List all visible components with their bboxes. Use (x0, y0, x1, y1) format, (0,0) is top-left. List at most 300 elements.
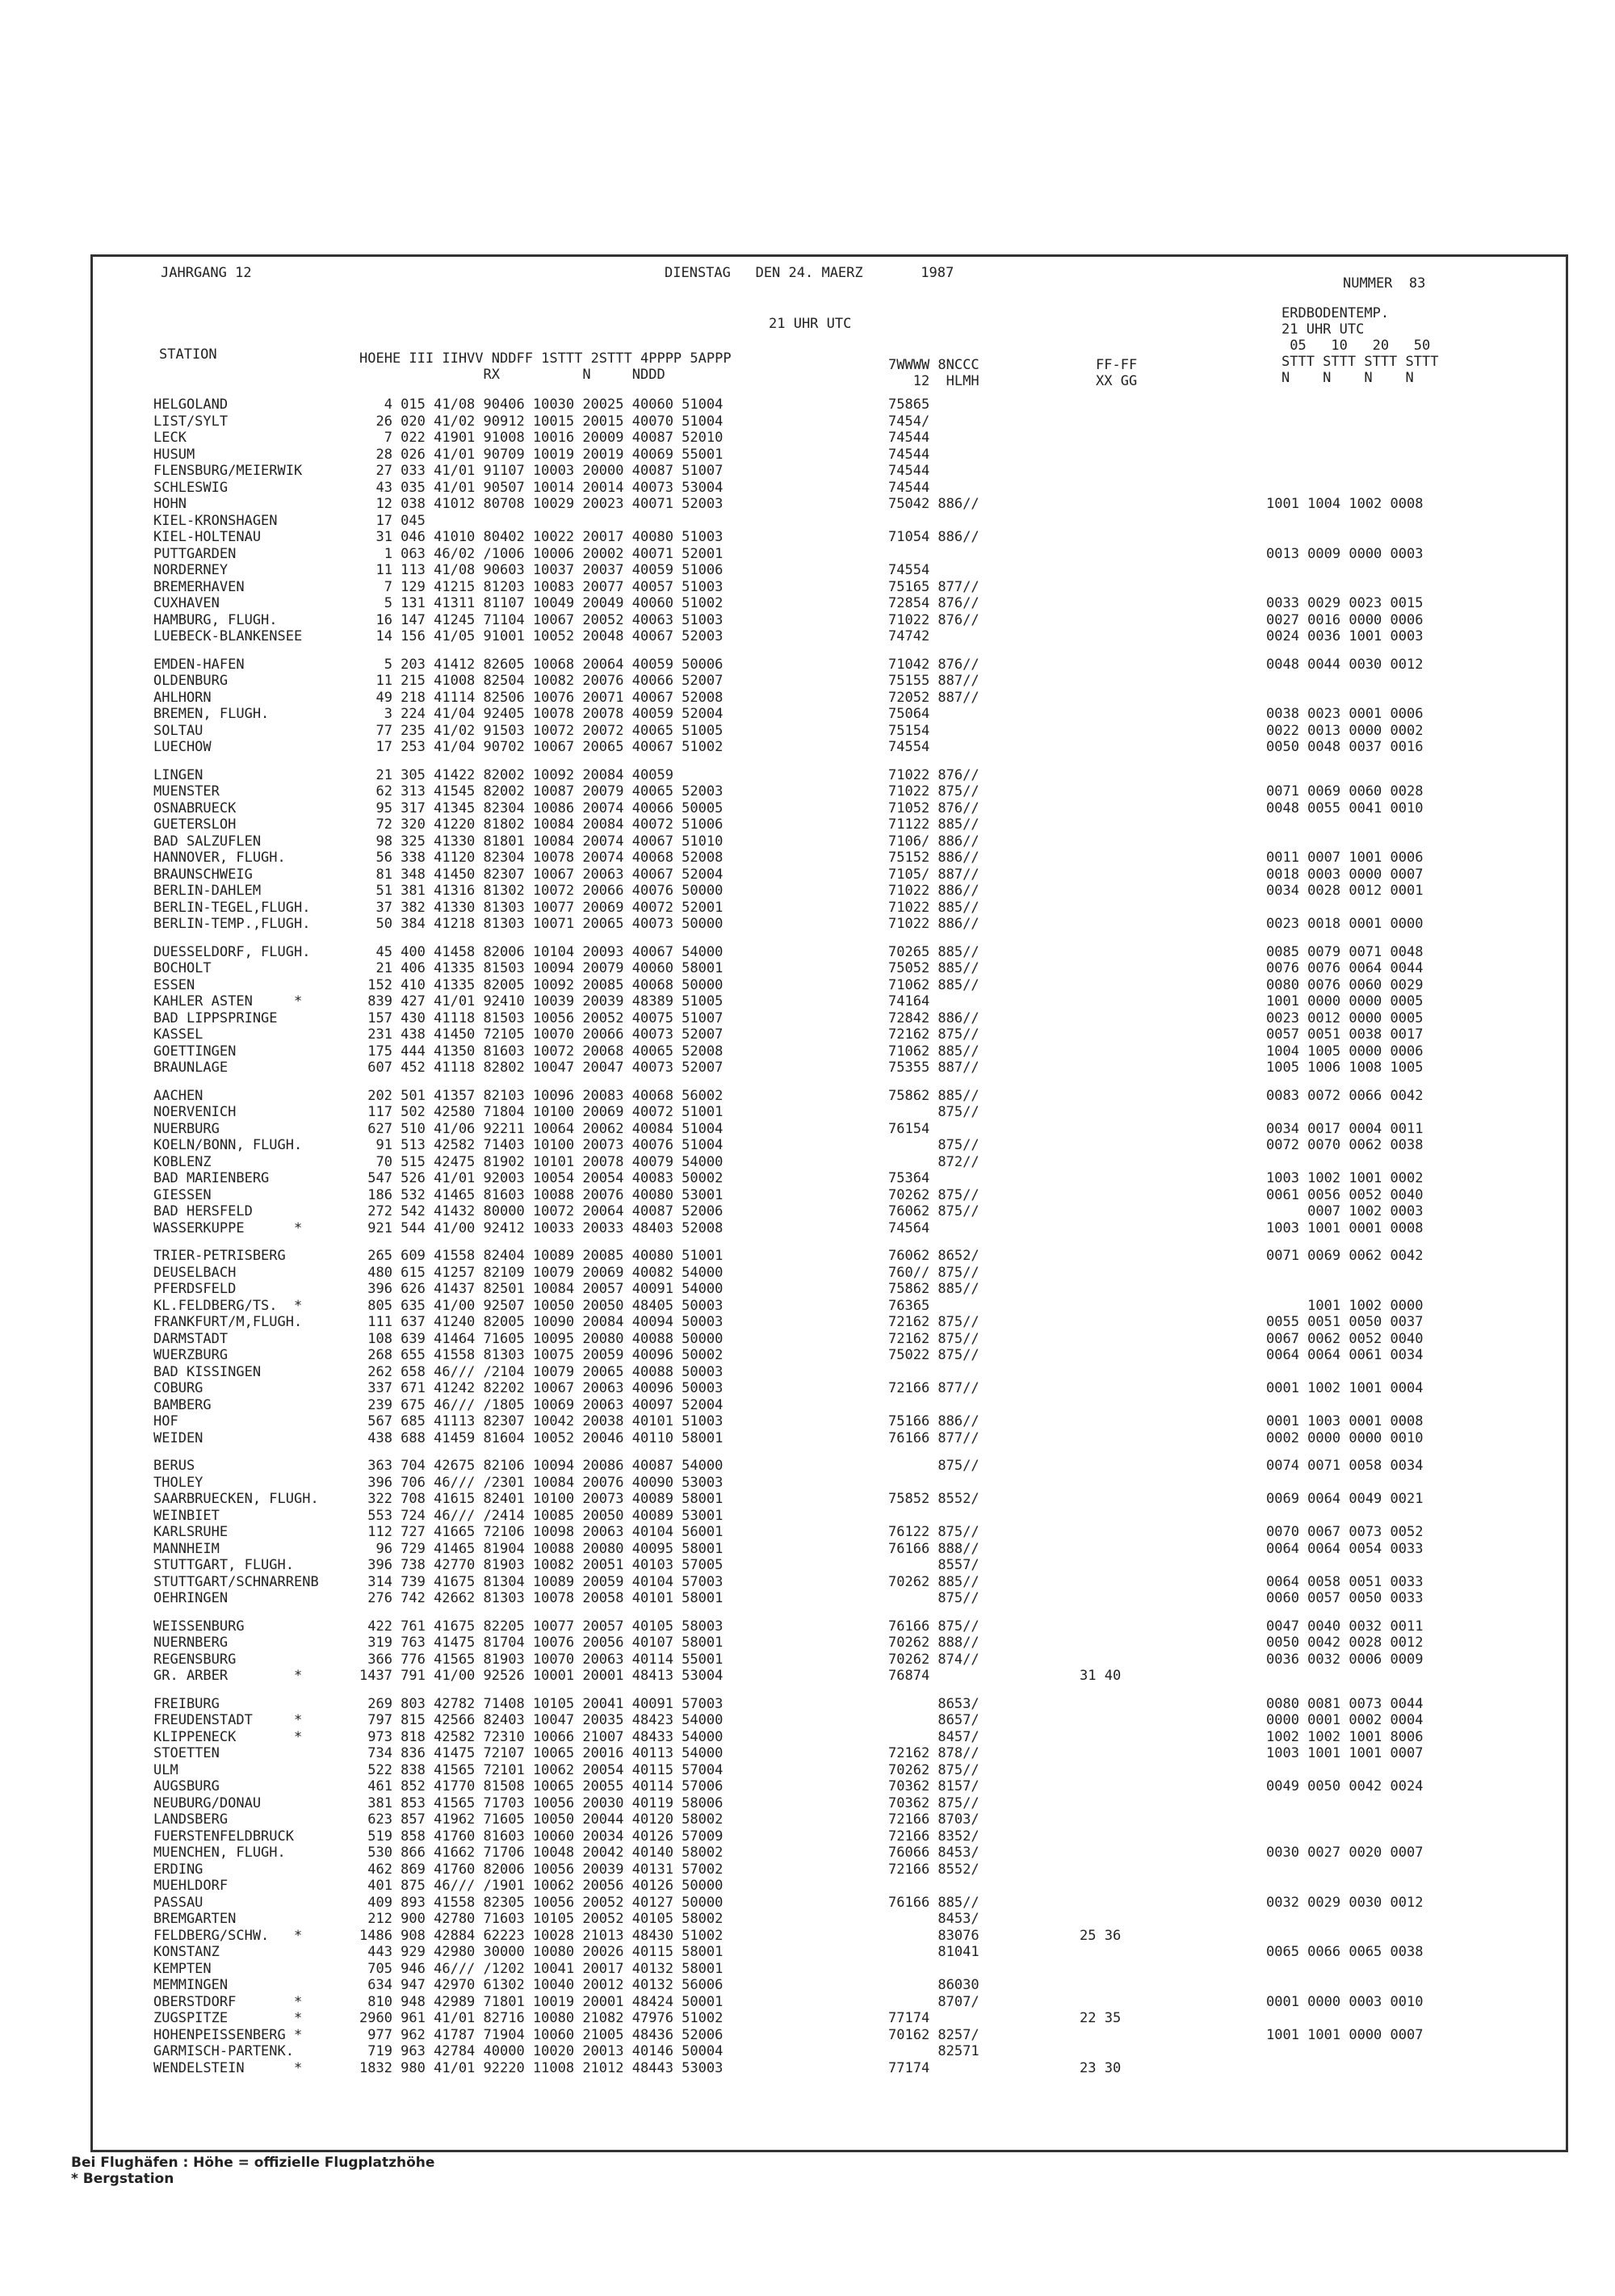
weather-group: 72162 878// (888, 1745, 979, 1761)
station-codes: 1437 791 41/00 92526 10001 20001 48413 53004 (359, 1668, 724, 1684)
station-name: STOETTEN (153, 1745, 220, 1761)
station-name: SCHLESWIG (153, 479, 229, 496)
station-codes: 95 317 41345 82304 10086 20074 40066 50005 (359, 800, 724, 816)
station-codes: 547 526 41/01 92003 10054 20054 40083 50002 (359, 1170, 724, 1186)
station-codes: 269 803 42782 71408 10105 20041 40091 57003 (359, 1695, 724, 1712)
station-name: GOETTINGEN (153, 1043, 237, 1060)
weather-group: 7106/ 886// (888, 833, 979, 850)
station-codes: 719 963 42784 40000 10020 20013 40146 50004 (359, 2043, 724, 2059)
weather-group: 875// (888, 1104, 979, 1120)
station-codes: 607 452 41118 82802 10047 20047 40073 52007 (359, 1060, 724, 1076)
station-name: HELGOLAND (153, 397, 229, 413)
weather-group: 71022 886// (888, 916, 979, 932)
soil-temps: 1003 1002 1001 0002 (1266, 1170, 1424, 1186)
station-codes: 70 515 42475 81902 10101 20078 40079 54000 (359, 1153, 724, 1170)
soil-temps: 0074 0071 0058 0034 (1266, 1458, 1424, 1474)
soil-temps: 0000 0001 0002 0004 (1266, 1712, 1424, 1728)
station-name: KONSTANZ (153, 1944, 220, 1960)
station-codes: 77 235 41/02 91503 10072 20072 40065 51005 (359, 722, 724, 739)
soil-temps: 0001 1003 0001 0008 (1266, 1413, 1424, 1429)
station-codes: 14 156 41/05 91001 10052 20048 40067 52003 (359, 628, 724, 644)
soil-temp-depths: 05 10 20 50 (1282, 338, 1431, 354)
soil-temps: 0065 0066 0065 0038 (1266, 1944, 1424, 1960)
weather-group: 75166 886// (888, 1413, 979, 1429)
station-codes: 72 320 41220 81802 10084 20084 40072 51006 (359, 816, 724, 833)
weather-group: 70262 875// (888, 1186, 979, 1203)
station-name: LANDSBERG (153, 1811, 229, 1828)
station-codes: 2960 961 41/01 82716 10080 21082 47976 51002 (359, 2010, 724, 2026)
weather-group: 70162 8257/ (888, 2026, 979, 2043)
weather-group: 76874 (888, 1668, 930, 1684)
col-weather-sub: 12 HLMH (888, 373, 979, 389)
soil-temps: 0023 0018 0001 0000 (1266, 916, 1424, 932)
station-name: OSNABRUECK (153, 800, 237, 816)
station-name: COBURG (153, 1380, 203, 1396)
weather-group: 70362 875// (888, 1794, 979, 1811)
weather-group: 75064 (888, 706, 930, 722)
station-codes: 112 727 41665 72106 10098 20063 40104 56001 (359, 1524, 724, 1540)
weather-group: 7105/ 887// (888, 866, 979, 883)
weather-group: 74544 (888, 430, 930, 446)
station-codes: 96 729 41465 81904 10088 20080 40095 58001 (359, 1540, 724, 1557)
soil-temps: 0033 0029 0023 0015 (1266, 595, 1424, 611)
station-name: BAD MARIENBERG (153, 1170, 270, 1186)
soil-temps: 0002 0000 0000 0010 (1266, 1429, 1424, 1446)
station-name: FREUDENSTADT * (153, 1712, 303, 1728)
wind-gust: 23 30 (1080, 2059, 1122, 2076)
station-codes: 396 626 41437 82501 10084 20057 40091 54000 (359, 1281, 724, 1297)
soil-temps: 0064 0064 0061 0034 (1266, 1347, 1424, 1363)
station-name: WASSERKUPPE * (153, 1219, 303, 1236)
weather-group: 72166 8703/ (888, 1811, 979, 1828)
station-codes: 268 655 41558 81303 10075 20059 40096 50002 (359, 1347, 724, 1363)
weather-group: 75152 886// (888, 850, 979, 866)
station-name: NUERBURG (153, 1120, 220, 1137)
station-codes: 797 815 42566 82403 10047 20035 48423 54000 (359, 1712, 724, 1728)
station-codes: 91 513 42582 71403 10100 20073 40076 51004 (359, 1137, 724, 1153)
station-codes: 401 875 46/// /1901 10062 20056 40126 50000 (359, 1878, 724, 1894)
soil-temps: 0049 0050 0042 0024 (1266, 1778, 1424, 1794)
station-name: HOF (153, 1413, 178, 1429)
station-name: MUENCHEN, FLUGH. (153, 1845, 286, 1861)
station-name: BERUS (153, 1458, 195, 1474)
weather-group: 760// 875// (888, 1264, 979, 1281)
soil-temps: 0070 0067 0073 0052 (1266, 1524, 1424, 1540)
weather-group: 872// (888, 1153, 979, 1170)
station-codes: 810 948 42989 71801 10019 20001 48424 50001 (359, 1993, 724, 2010)
soil-temps: 0071 0069 0062 0042 (1266, 1248, 1424, 1264)
station-name: HOHENPEISSENBERG * (153, 2026, 303, 2043)
weather-group: 74164 (888, 993, 930, 1009)
weather-group: 74564 (888, 1219, 930, 1236)
station-codes: 3 224 41/04 92405 10078 20078 40059 52004 (359, 706, 724, 722)
weather-group: 8707/ (888, 1993, 979, 2010)
soil-temps: 0024 0036 1001 0003 (1266, 628, 1424, 644)
station-codes: 381 853 41565 71703 10056 20030 40119 58006 (359, 1794, 724, 1811)
weather-group: 72162 875// (888, 1314, 979, 1330)
soil-temps: 0013 0009 0000 0003 (1266, 545, 1424, 562)
station-codes: 462 869 41760 82006 10056 20039 40131 57002 (359, 1861, 724, 1878)
station-codes: 45 400 41458 82006 10104 20093 40067 54000 (359, 943, 724, 960)
station-name: THOLEY (153, 1474, 203, 1491)
station-name: STUTTGART/SCHNARRENB (153, 1573, 319, 1590)
station-name: HOHN (153, 496, 187, 512)
station-name: WEINBIET (153, 1507, 220, 1524)
station-codes: 1832 980 41/01 92220 11008 21012 48443 53003 (359, 2059, 724, 2076)
station-name: KLIPPENECK * (153, 1728, 303, 1745)
station-codes: 175 444 41350 81603 10072 20068 40065 52008 (359, 1043, 724, 1060)
station-name: HAMBURG, FLUGH. (153, 611, 278, 628)
station-name: NEUBURG/DONAU (153, 1794, 262, 1811)
weather-group: 71062 885// (888, 1043, 979, 1060)
weather-group: 71022 875// (888, 783, 979, 800)
station-codes: 705 946 46/// /1202 10041 20017 40132 58001 (359, 1960, 724, 1977)
weather-group: 8557/ (888, 1557, 979, 1573)
soil-temps: 1004 1005 0000 0006 (1266, 1043, 1424, 1060)
weather-group: 75042 886// (888, 496, 979, 512)
weather-group: 71022 886// (888, 883, 979, 899)
soil-temps: 1001 1002 0000 (1266, 1297, 1424, 1314)
weather-group: 75865 (888, 397, 930, 413)
station-name: AHLHORN (153, 689, 212, 706)
station-codes: 734 836 41475 72107 10065 20016 40113 54000 (359, 1745, 724, 1761)
weather-group: 76166 875// (888, 1618, 979, 1635)
weather-group: 7454/ (888, 413, 930, 430)
station-name: AUGSBURG (153, 1778, 220, 1794)
weather-group: 70262 888// (888, 1635, 979, 1651)
soil-temp-time: 21 UHR UTC (1282, 321, 1365, 338)
soil-temps: 0050 0042 0028 0012 (1266, 1635, 1424, 1651)
station-codes: 977 962 41787 71904 10060 21005 48436 52006 (359, 2026, 724, 2043)
station-codes: 553 724 46/// /2414 10085 20050 40089 53001 (359, 1507, 724, 1524)
station-name: PASSAU (153, 1894, 203, 1911)
station-codes: 239 675 46/// /1805 10069 20063 40097 52004 (359, 1396, 724, 1413)
weather-group: 71052 876// (888, 800, 979, 816)
weather-group: 74544 (888, 463, 930, 479)
soil-temps: 1005 1006 1008 1005 (1266, 1060, 1424, 1076)
weather-group: 75052 885// (888, 960, 979, 976)
soil-temps: 0048 0044 0030 0012 (1266, 656, 1424, 673)
soil-temps: 0001 0000 0003 0010 (1266, 1993, 1424, 2010)
soil-temps: 0076 0076 0064 0044 (1266, 960, 1424, 976)
station-name: OBERSTDORF * (153, 1993, 303, 2010)
soil-temps: 1001 1004 1002 0008 (1266, 496, 1424, 512)
soil-temps: 0083 0072 0066 0042 (1266, 1087, 1424, 1104)
station-name: HANNOVER, FLUGH. (153, 850, 286, 866)
soil-temps: 0034 0028 0012 0001 (1266, 883, 1424, 899)
station-name: MUENSTER (153, 783, 220, 800)
station-codes: 973 818 42582 72310 10066 21007 48433 54000 (359, 1728, 724, 1745)
station-codes: 519 858 41760 81603 10060 20034 40126 57009 (359, 1828, 724, 1845)
station-name: KIEL-HOLTENAU (153, 529, 262, 545)
station-codes: 322 708 41615 82401 10100 20073 40089 58001 (359, 1491, 724, 1507)
weather-group: 72162 875// (888, 1026, 979, 1043)
station-codes: 17 045 (359, 512, 426, 529)
station-codes: 480 615 41257 82109 10079 20069 40082 54000 (359, 1264, 724, 1281)
weather-group: 76122 875// (888, 1524, 979, 1540)
wind-gust: 22 35 (1080, 2010, 1122, 2026)
station-codes: 438 688 41459 81604 10052 20046 40110 58001 (359, 1429, 724, 1446)
station-name: BAD LIPPSPRINGE (153, 1009, 278, 1026)
station-codes: 157 430 41118 81503 10056 20052 40075 51007 (359, 1009, 724, 1026)
weather-group: 8453/ (888, 1911, 979, 1927)
jahrgang-label: JAHRGANG 12 (161, 265, 252, 281)
soil-temps: 0064 0058 0051 0033 (1266, 1573, 1424, 1590)
station-codes: 623 857 41962 71605 10050 20044 40120 58002 (359, 1811, 724, 1828)
station-codes: 111 637 41240 82005 10090 20084 40094 50003 (359, 1314, 724, 1330)
station-codes: 262 658 46/// /2104 10079 20065 40088 50003 (359, 1363, 724, 1380)
soil-temps: 0080 0076 0060 0029 (1266, 976, 1424, 993)
weather-group: 72052 887// (888, 689, 979, 706)
station-codes: 98 325 41330 81801 10084 20074 40067 51010 (359, 833, 724, 850)
soil-temp-code: STTT STTT STTT STTT (1282, 354, 1439, 370)
station-name: KOELN/BONN, FLUGH. (153, 1137, 303, 1153)
soil-temps: 0047 0040 0032 0011 (1266, 1618, 1424, 1635)
weather-group: 71062 885// (888, 976, 979, 993)
weather-group: 70265 885// (888, 943, 979, 960)
soil-temps: 0050 0048 0037 0016 (1266, 739, 1424, 755)
station-name: WEIDEN (153, 1429, 203, 1446)
soil-temps: 0064 0064 0054 0033 (1266, 1540, 1424, 1557)
station-name: OEHRINGEN (153, 1590, 229, 1606)
weather-group: 75155 887// (888, 673, 979, 689)
station-codes: 634 947 42970 61302 10040 20012 40132 56006 (359, 1977, 724, 1993)
date-label: DIENSTAG DEN 24. MAERZ 1987 (665, 265, 954, 281)
weather-group: 82571 (888, 2043, 979, 2059)
soil-temps: 0034 0017 0004 0011 (1266, 1120, 1424, 1137)
soil-temps: 1002 1002 1001 8006 (1266, 1728, 1424, 1745)
weather-group: 72854 876// (888, 595, 979, 611)
station-codes: 50 384 41218 81303 10071 20065 40073 50000 (359, 916, 724, 932)
station-codes: 11 113 41/08 90603 10037 20037 40059 51006 (359, 562, 724, 578)
station-name: CUXHAVEN (153, 595, 220, 611)
weather-group: 71022 876// (888, 766, 979, 783)
station-name: ERDING (153, 1861, 203, 1878)
station-name: TRIER-PETRISBERG (153, 1248, 286, 1264)
col-weather: 7WWWW 8NCCC (888, 357, 979, 373)
station-codes: 28 026 41/01 90709 10019 20019 40069 55001 (359, 446, 724, 463)
weather-group: 875// (888, 1590, 979, 1606)
station-codes: 422 761 41675 82205 10077 20057 40105 58003 (359, 1618, 724, 1635)
soil-temps: 0027 0016 0000 0006 (1266, 611, 1424, 628)
station-codes: 1 063 46/02 /1006 10006 20002 40071 52001 (359, 545, 724, 562)
station-codes: 363 704 42675 82106 10094 20086 40087 54000 (359, 1458, 724, 1474)
station-name: NOERVENICH (153, 1104, 237, 1120)
station-codes: 152 410 41335 82005 10092 20085 40068 50000 (359, 976, 724, 993)
station-codes: 396 738 42770 81903 10082 20051 40103 57005 (359, 1557, 724, 1573)
weather-group: 76166 877// (888, 1429, 979, 1446)
station-name: BREMERHAVEN (153, 578, 245, 595)
station-name: DEUSELBACH (153, 1264, 237, 1281)
station-name: BREMGARTEN (153, 1911, 237, 1927)
soil-temps: 0022 0013 0000 0002 (1266, 722, 1424, 739)
station-name: BAMBERG (153, 1396, 212, 1413)
soil-temps: 0067 0062 0052 0040 (1266, 1330, 1424, 1347)
station-name: EMDEN-HAFEN (153, 656, 245, 673)
soil-temps: 0011 0007 1001 0006 (1266, 850, 1424, 866)
station-name: MEMMINGEN (153, 1977, 229, 1993)
station-name: SOLTAU (153, 722, 203, 739)
soil-temps: 1003 1001 0001 0008 (1266, 1219, 1424, 1236)
station-name: MANNHEIM (153, 1540, 220, 1557)
station-name: GIESSEN (153, 1186, 212, 1203)
weather-group: 71022 885// (888, 899, 979, 916)
soil-temps: 0080 0081 0073 0044 (1266, 1695, 1424, 1712)
station-codes: 5 131 41311 81107 10049 20049 40060 51002 (359, 595, 724, 611)
wind-gust: 31 40 (1080, 1668, 1122, 1684)
weather-group: 74554 (888, 739, 930, 755)
soil-temps: 0071 0069 0060 0028 (1266, 783, 1424, 800)
soil-temps: 0007 1002 0003 (1266, 1203, 1424, 1219)
station-codes: 627 510 41/06 92211 10064 20062 40084 51004 (359, 1120, 724, 1137)
weather-group: 75165 877// (888, 578, 979, 595)
station-name: BRAUNSCHWEIG (153, 866, 253, 883)
station-codes: 212 900 42780 71603 10105 20052 40105 58002 (359, 1911, 724, 1927)
weather-group: 75862 885// (888, 1281, 979, 1297)
weather-group: 70362 8157/ (888, 1778, 979, 1794)
station-codes: 12 038 41012 80708 10029 20023 40071 52003 (359, 496, 724, 512)
station-codes: 522 838 41565 72101 10062 20054 40115 57004 (359, 1761, 724, 1778)
station-name: FUERSTENFELDBRUCK (153, 1828, 294, 1845)
weather-group: 71022 876// (888, 611, 979, 628)
station-name: FELDBERG/SCHW. * (153, 1927, 303, 1944)
weather-group: 76066 8453/ (888, 1845, 979, 1861)
soil-temps: 1001 0000 0000 0005 (1266, 993, 1424, 1009)
station-name: KOBLENZ (153, 1153, 212, 1170)
weather-group: 83076 (888, 1927, 979, 1944)
station-codes: 567 685 41113 82307 10042 20038 40101 51003 (359, 1413, 724, 1429)
station-codes: 16 147 41245 71104 10067 20052 40063 51003 (359, 611, 724, 628)
station-name: KAHLER ASTEN * (153, 993, 303, 1009)
weather-group: 77174 (888, 2010, 930, 2026)
station-codes: 530 866 41662 71706 10048 20042 40140 58002 (359, 1845, 724, 1861)
station-name: REGENSBURG (153, 1651, 237, 1668)
station-name: BAD KISSINGEN (153, 1363, 262, 1380)
weather-group: 75862 885// (888, 1087, 979, 1104)
station-codes: 314 739 41675 81304 10089 20059 40104 57003 (359, 1573, 724, 1590)
station-codes: 461 852 41770 81508 10065 20055 40114 57006 (359, 1778, 724, 1794)
station-name: ULM (153, 1761, 178, 1778)
station-codes: 5 203 41412 82605 10068 20064 40059 50006 (359, 656, 724, 673)
station-name: BRAUNLAGE (153, 1060, 229, 1076)
station-codes: 202 501 41357 82103 10096 20083 40068 56002 (359, 1087, 724, 1104)
station-name: LUECHOW (153, 739, 212, 755)
station-name: WEISSENBURG (153, 1618, 245, 1635)
weather-group: 74554 (888, 562, 930, 578)
station-codes: 921 544 41/00 92412 10033 20033 48403 52008 (359, 1219, 724, 1236)
station-codes: 186 532 41465 81603 10088 20076 40080 53001 (359, 1186, 724, 1203)
soil-temp-title: ERDBODENTEMP. (1282, 305, 1390, 321)
footnote-airport: Bei Flughäfen : Höhe = offizielle Flugplatzhöhe (71, 2155, 435, 2171)
station-name: BERLIN-TEGEL,FLUGH. (153, 899, 311, 916)
col-wind-sub: XX GG (1096, 373, 1138, 389)
station-name: FREIBURG (153, 1695, 220, 1712)
station-name: WUERZBURG (153, 1347, 229, 1363)
station-codes: 409 893 41558 82305 10056 20052 40127 50000 (359, 1894, 724, 1911)
soil-temps: 0069 0064 0049 0021 (1266, 1491, 1424, 1507)
weather-group: 72166 8552/ (888, 1861, 979, 1878)
station-codes: 7 129 41215 81203 10083 20077 40057 51003 (359, 578, 724, 595)
weather-group: 72842 886// (888, 1009, 979, 1026)
station-name: MUEHLDORF (153, 1878, 229, 1894)
weather-group: 70262 874// (888, 1651, 979, 1668)
station-codes: 366 776 41565 81903 10070 20063 40114 55001 (359, 1651, 724, 1668)
station-name: SAARBRUECKEN, FLUGH. (153, 1491, 319, 1507)
station-codes: 117 502 42580 71804 10100 20069 40072 51001 (359, 1104, 724, 1120)
soil-temps: 1003 1001 1001 0007 (1266, 1745, 1424, 1761)
weather-group: 72166 8352/ (888, 1828, 979, 1845)
station-name: FLENSBURG/MEIERWIK (153, 463, 303, 479)
station-codes: 337 671 41242 82202 10067 20063 40096 50003 (359, 1380, 724, 1396)
station-name: DARMSTADT (153, 1330, 229, 1347)
weather-group: 75364 (888, 1170, 930, 1186)
col-station: STATION (159, 346, 217, 363)
weather-group: 76166 885// (888, 1894, 979, 1911)
station-name: PFERDSFELD (153, 1281, 237, 1297)
weather-group: 76062 875// (888, 1203, 979, 1219)
station-name: WENDELSTEIN * (153, 2059, 303, 2076)
station-name: BAD HERSFELD (153, 1203, 253, 1219)
station-name: GR. ARBER * (153, 1668, 303, 1684)
station-codes: 272 542 41432 80000 10072 20064 40087 52006 (359, 1203, 724, 1219)
soil-temps: 0038 0023 0001 0006 (1266, 706, 1424, 722)
station-codes: 21 406 41335 81503 10094 20079 40060 58001 (359, 960, 724, 976)
weather-group: 74544 (888, 446, 930, 463)
station-codes: 7 022 41901 91008 10016 20009 40087 52010 (359, 430, 724, 446)
station-name: HUSUM (153, 446, 195, 463)
station-name: FRANKFURT/M,FLUGH. (153, 1314, 303, 1330)
station-name: BREMEN, FLUGH. (153, 706, 270, 722)
soil-temp-n: N N N N (1282, 370, 1414, 386)
soil-temps: 0030 0027 0020 0007 (1266, 1845, 1424, 1861)
wind-gust: 25 36 (1080, 1927, 1122, 1944)
weather-group: 8657/ (888, 1712, 979, 1728)
station-name: LIST/SYLT (153, 413, 229, 430)
station-codes: 11 215 41008 82504 10082 20076 40066 52007 (359, 673, 724, 689)
report-sheet (90, 254, 1568, 2152)
weather-group: 74544 (888, 479, 930, 496)
station-name: NUERNBERG (153, 1635, 229, 1651)
station-name: AACHEN (153, 1087, 203, 1104)
soil-temps: 0072 0070 0062 0038 (1266, 1137, 1424, 1153)
station-codes: 231 438 41450 72105 10070 20066 40073 52007 (359, 1026, 724, 1043)
nummer-label: NUMMER 83 (1343, 275, 1426, 292)
soil-temps: 0023 0012 0000 0005 (1266, 1009, 1424, 1026)
weather-group: 74742 (888, 628, 930, 644)
station-name: GUETERSLOH (153, 816, 237, 833)
weather-group: 76365 (888, 1297, 930, 1314)
weather-group: 71054 886// (888, 529, 979, 545)
col-codes: HOEHE III IIHVV NDDFF 1STTT 2STTT 4PPPP 5APPP (359, 350, 732, 367)
soil-temps: 1001 1001 0000 0007 (1266, 2026, 1424, 2043)
weather-group: 81041 (888, 1944, 979, 1960)
station-codes: 31 046 41010 80402 10022 20017 40080 51003 (359, 529, 724, 545)
station-codes: 43 035 41/01 90507 10014 20014 40073 53004 (359, 479, 724, 496)
soil-temps: 0055 0051 0050 0037 (1266, 1314, 1424, 1330)
weather-group: 71122 885// (888, 816, 979, 833)
station-name: BERLIN-TEMP.,FLUGH. (153, 916, 311, 932)
station-name: LUEBECK-BLANKENSEE (153, 628, 303, 644)
station-codes: 276 742 42662 81303 10078 20058 40101 58001 (359, 1590, 724, 1606)
soil-temps: 0048 0055 0041 0010 (1266, 800, 1424, 816)
station-codes: 805 635 41/00 92507 10050 20050 48405 50003 (359, 1297, 724, 1314)
footnote-mountain: * Bergstation (71, 2171, 174, 2187)
weather-group: 76062 8652/ (888, 1248, 979, 1264)
weather-group: 72166 877// (888, 1380, 979, 1396)
soil-temps: 0018 0003 0000 0007 (1266, 866, 1424, 883)
soil-temps: 0036 0032 0006 0009 (1266, 1651, 1424, 1668)
soil-temps: 0085 0079 0071 0048 (1266, 943, 1424, 960)
